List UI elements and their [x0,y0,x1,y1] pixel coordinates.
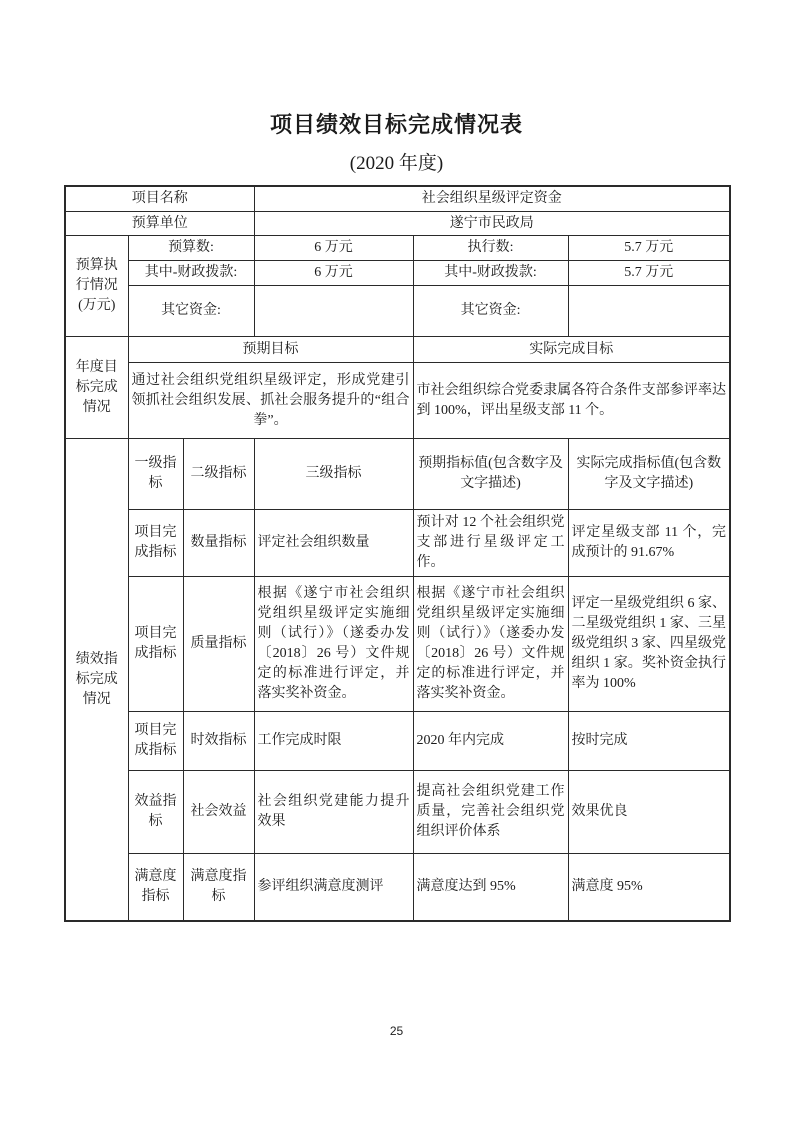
indicator-actual: 效果优良 [568,771,730,854]
indicator-level3: 根据《遂宁市社会组织党组织星级评定实施细则（试行）》（遂委办发〔2018〕26 号）文件规定的标准进行评定，并落实奖补资金。 [254,577,413,712]
table-row-budget-unit [65,212,730,236]
indicator-level2: 时效指标 [183,712,254,771]
indicator-level3: 工作完成时限 [254,712,413,771]
indicator-level1: 项目完成指标 [128,577,183,712]
performance-table [64,185,731,922]
other-funds-label: 其它资金: [128,286,254,337]
table-row-annual-goal-content [65,363,730,439]
indicator-level3: 参评组织满意度测评 [254,854,413,922]
col-header-level2: 二级指标 [183,439,254,510]
fiscal-allocation-exec-value: 5.7 万元 [568,261,730,286]
page-title: 项目绩效目标完成情况表 [269,112,523,137]
expected-goal-header: 预期目标 [128,337,413,363]
indicator-level2: 质量指标 [183,577,254,712]
indicator-actual: 评定一星级党组织 6 家、二星级党组织 1 家、三星级党组织 3 家、四星级党组织 1 家。奖补资金执行率为 100% [568,577,730,712]
project-name-label: 项目名称 [65,186,254,212]
col-header-level1: 一级指标 [128,439,183,510]
indicator-level2: 满意度指标 [183,854,254,922]
fiscal-allocation-label: 其中-财政拨款: [128,261,254,286]
table-row-project-name [65,186,730,212]
indicator-expected: 满意度达到 95% [413,854,568,922]
col-header-actual: 实际完成指标值(包含数字及文字描述) [568,439,730,510]
table-row-timeliness-indicator [65,712,730,771]
fiscal-allocation-value: 6 万元 [254,261,413,286]
budget-value: 6 万元 [254,236,413,261]
project-name-value: 社会组织星级评定资金 [254,186,730,212]
page-number: 25 [389,1024,404,1038]
indicator-level3: 社会组织党建能力提升效果 [254,771,413,854]
budget-unit-label: 预算单位 [65,212,254,236]
table-row-satisfaction-indicator [65,854,730,922]
fiscal-allocation-exec-label: 其中-财政拨款: [413,261,568,286]
table-row-indicator-header [65,439,730,510]
table-row-quantity-indicator [65,510,730,577]
col-header-expected: 预期指标值(包含数字及文字描述) [413,439,568,510]
indicator-actual: 评定星级支部 11 个，完成预计的 91.67% [568,510,730,577]
indicator-level1: 效益指标 [128,771,183,854]
expected-goal-text: 通过社会组织党组织星级评定，形成党建引领抓社会组织发展、抓社会服务提升的“组合拳”。 [128,363,413,439]
table-row-fiscal-allocation [65,261,730,286]
indicator-expected: 提高社会组织党建工作质量，完善社会组织党组织评价体系 [413,771,568,854]
other-funds-value [254,286,413,337]
indicator-level1: 项目完成指标 [128,510,183,577]
page-subtitle: (2020 年度) [349,153,444,174]
indicator-expected: 2020 年内完成 [413,712,568,771]
other-funds-exec-label: 其它资金: [413,286,568,337]
indicator-level2: 社会效益 [183,771,254,854]
indicator-level1: 满意度指标 [128,854,183,922]
other-funds-exec-value [568,286,730,337]
budget-label: 预算数: [128,236,254,261]
col-header-level3: 三级指标 [254,439,413,510]
indicator-level3: 评定社会组织数量 [254,510,413,577]
indicator-expected: 根据《遂宁市社会组织党组织星级评定实施细则（试行）》（遂委办发〔2018〕26 号）文件规定的标准进行评定，并落实奖补资金。 [413,577,568,712]
table-row-budget-amount [65,236,730,261]
actual-goal-text: 市社会组织综合党委隶属各符合条件支部参评率达到 100%，评出星级支部 11 个。 [413,363,730,439]
table-row-annual-goal-header [65,337,730,363]
table-row-quality-indicator [65,577,730,712]
indicator-actual: 满意度 95% [568,854,730,922]
indicator-level2: 数量指标 [183,510,254,577]
indicator-section-header: 绩效指标完成情况 [65,439,128,922]
budget-section-header: 预算执行情况(万元) [65,236,128,337]
annual-section-header: 年度目标完成情况 [65,337,128,439]
table-row-other-funds [65,286,730,337]
indicator-expected: 预计对 12 个社会组织党支部进行星级评定工作。 [413,510,568,577]
table-row-benefit-indicator [65,771,730,854]
indicator-level1: 项目完成指标 [128,712,183,771]
indicator-actual: 按时完成 [568,712,730,771]
execution-label: 执行数: [413,236,568,261]
budget-unit-value: 遂宁市民政局 [254,212,730,236]
execution-value: 5.7 万元 [568,236,730,261]
actual-goal-header: 实际完成目标 [413,337,730,363]
